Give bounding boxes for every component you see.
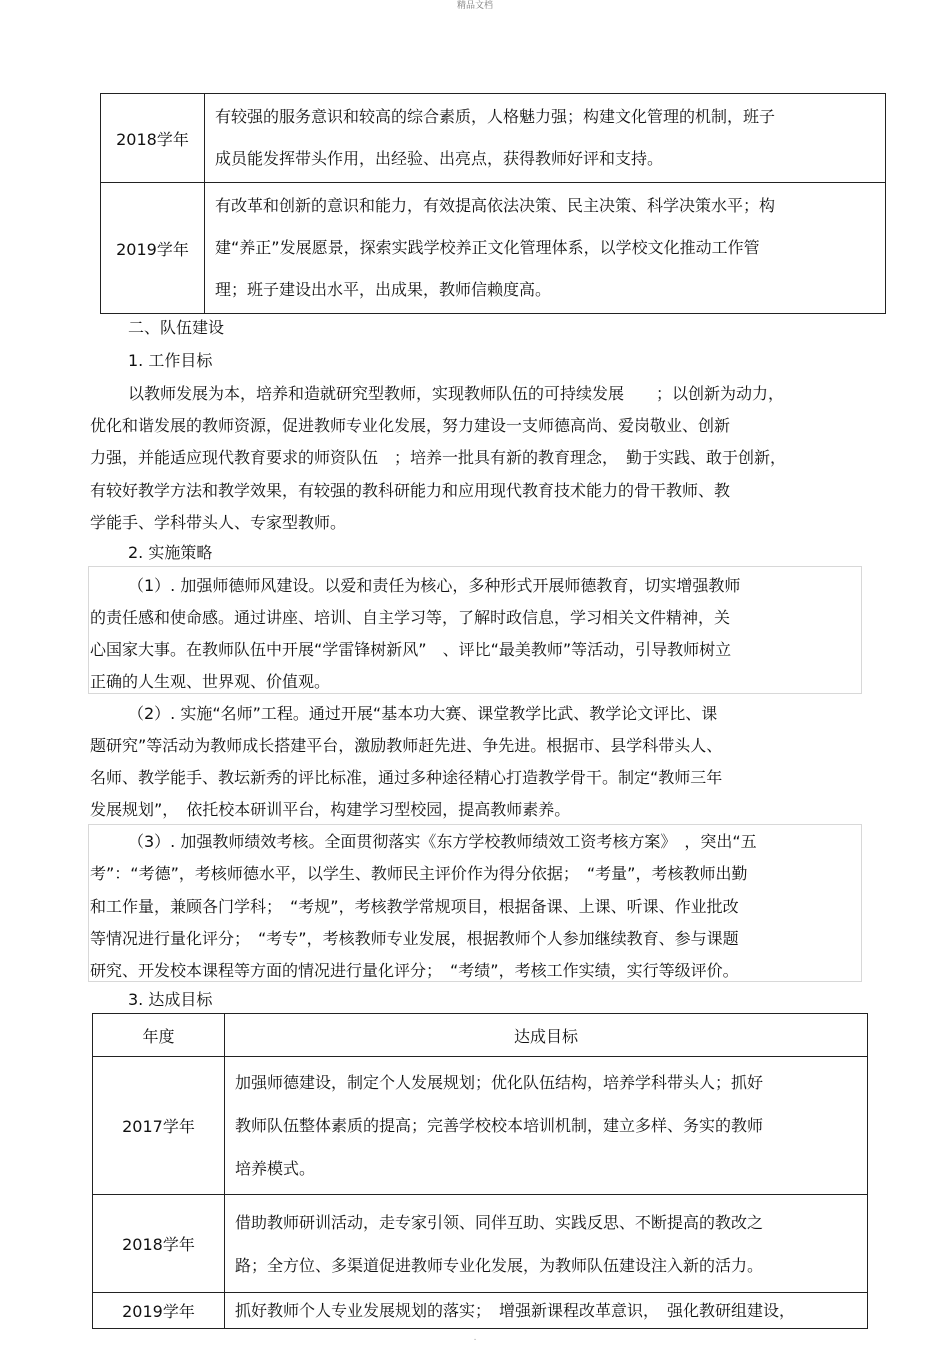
year-cell: 2017学年 xyxy=(93,1057,225,1195)
paragraph-line: 考”：“考德”，考核师德水平，以学生、教师民主评价作为得分依据； “考量”，考核教师出勤 xyxy=(90,864,748,883)
table-row xyxy=(93,1195,868,1293)
paragraph-line: 研究、开发校本课程等方面的情况进行量化评分； “考绩”，考核工作实绩，实行等级评价。 xyxy=(90,961,739,980)
leadership-goals-table xyxy=(100,93,886,314)
goal-line: 加强师德建设，制定个人发展规划；优化队伍结构，培养学科带头人；抓好 xyxy=(235,1073,764,1092)
paragraph-line: 正确的人生观、世界观、价值观。 xyxy=(90,672,331,691)
year-cell: 2018学年 xyxy=(93,1195,225,1293)
paragraph-line: （2）. 实施“名师”工程。通过开展“基本功大赛、课堂教学比武、教学论文评比、课 xyxy=(128,704,718,723)
strategy-heading: 2. 实施策略 xyxy=(128,543,213,562)
team-goals-table xyxy=(92,1013,868,1329)
goal-line: 教师队伍整体素质的提高；完善学校校本培训机制，建立多样、务实的教师 xyxy=(235,1116,764,1135)
paragraph-line: 题研究”等活动为教师成长搭建平台，激励教师赶先进、争先进。根据市、县学科带头人、 xyxy=(90,736,723,755)
table-row xyxy=(101,183,886,314)
year-cell: 2018学年 xyxy=(101,94,205,183)
table-header-row xyxy=(93,1014,868,1057)
paragraph-line: 发展规划”， 依托校本研训平台，构建学习型校园，提高教师素养。 xyxy=(90,800,571,819)
column-header-year: 年度 xyxy=(93,1014,225,1057)
goal-line: 抓好教师个人专业发展规划的落实； 增强新课程改革意识， 强化教研组建设， xyxy=(235,1300,796,1320)
paragraph-line: 和工作量，兼顾各门学科； “考规”，考核教学常规项目，根据备课、上课、听课、作业批改 xyxy=(90,897,739,916)
paragraph-line: 有较好教学方法和教学效果，有较强的教科研能力和应用现代教育技术能力的骨干教师、教 xyxy=(90,481,731,500)
paragraph-line: 以教师发展为本，培养和造就研究型教师，实现教师队伍的可持续发展 ；以创新为动力， xyxy=(128,384,785,403)
goal-line: 成员能发挥带头作用，出经验、出亮点，获得教师好评和支持。 xyxy=(215,149,664,168)
goal-line: 有改革和创新的意识和能力，有效提高依法决策、民主决策、科学决策水平；构 xyxy=(215,196,776,215)
table-row xyxy=(93,1293,868,1329)
paragraph-line: 的责任感和使命感。通过讲座、培训、自主学习等，了解时政信息，学习相关文件精神，关 xyxy=(90,608,731,627)
paragraph-line: 力强，并能适应现代教育要求的师资队伍 ；培养一批具有新的教育理念， 勤于实践、敢于创新， xyxy=(90,448,787,467)
paragraph-line: 等情况进行量化评分； “考专”，考核教师专业发展，根据教师个人参加继续教育、参与课题 xyxy=(90,929,739,948)
goal-line: 借助教师研训活动，走专家引领、同伴互助、实践反思、不断提高的教改之 xyxy=(235,1212,764,1232)
goal-cell xyxy=(205,183,886,314)
paragraph-line: （1）. 加强师德师风建设。以爱和责任为核心，多种形式开展师德教育，切实增强教师 xyxy=(128,576,741,595)
goal-cell xyxy=(225,1293,868,1329)
goal-heading: 1. 工作目标 xyxy=(128,351,213,370)
goal-line: 培养模式。 xyxy=(235,1159,316,1178)
goal-line: 路；全方位、多渠道促进教师专业化发展，为教师队伍建设注入新的活力。 xyxy=(235,1255,764,1275)
paragraph-line: （3）. 加强教师绩效考核。全面贯彻落实《东方学校教师绩效工资考核方案》 ，突出“五 xyxy=(128,832,757,851)
goal-line: 建“养正”发展愿景，探索实践学校养正文化管理体系，以学校文化推动工作管 xyxy=(215,238,760,257)
goal-cell xyxy=(205,94,886,183)
goal-cell xyxy=(225,1057,868,1195)
page-footer-mark: . xyxy=(473,1333,477,1343)
table-row xyxy=(101,94,886,183)
paragraph-line: 心国家大事。在教师队伍中开展“学雷锋树新风” 、评比“最美教师”等活动，引导教师树立 xyxy=(90,640,732,659)
paragraph-line: 优化和谐发展的教师资源，促进教师专业化发展，努力建设一支师德高尚、爱岗敬业、创新 xyxy=(90,416,731,435)
year-cell: 2019学年 xyxy=(101,183,205,314)
section-title: 二、队伍建设 xyxy=(128,318,225,337)
page-header: 精品文档 xyxy=(456,1,493,11)
goal-line: 理；班子建设出水平，出成果，教师信赖度高。 xyxy=(215,280,552,299)
goal-cell xyxy=(225,1195,868,1293)
target-heading: 3. 达成目标 xyxy=(128,990,213,1009)
year-cell: 2019学年 xyxy=(93,1293,225,1329)
column-header-goal: 达成目标 xyxy=(225,1014,868,1057)
paragraph-line: 名师、教学能手、教坛新秀的评比标准，通过多种途径精心打造教学骨干。制定“教师三年 xyxy=(90,768,723,787)
paragraph-line: 学能手、学科带头人、专家型教师。 xyxy=(90,513,347,532)
table-row xyxy=(93,1057,868,1195)
goal-line: 有较强的服务意识和较高的综合素质，人格魅力强；构建文化管理的机制，班子 xyxy=(215,107,776,126)
